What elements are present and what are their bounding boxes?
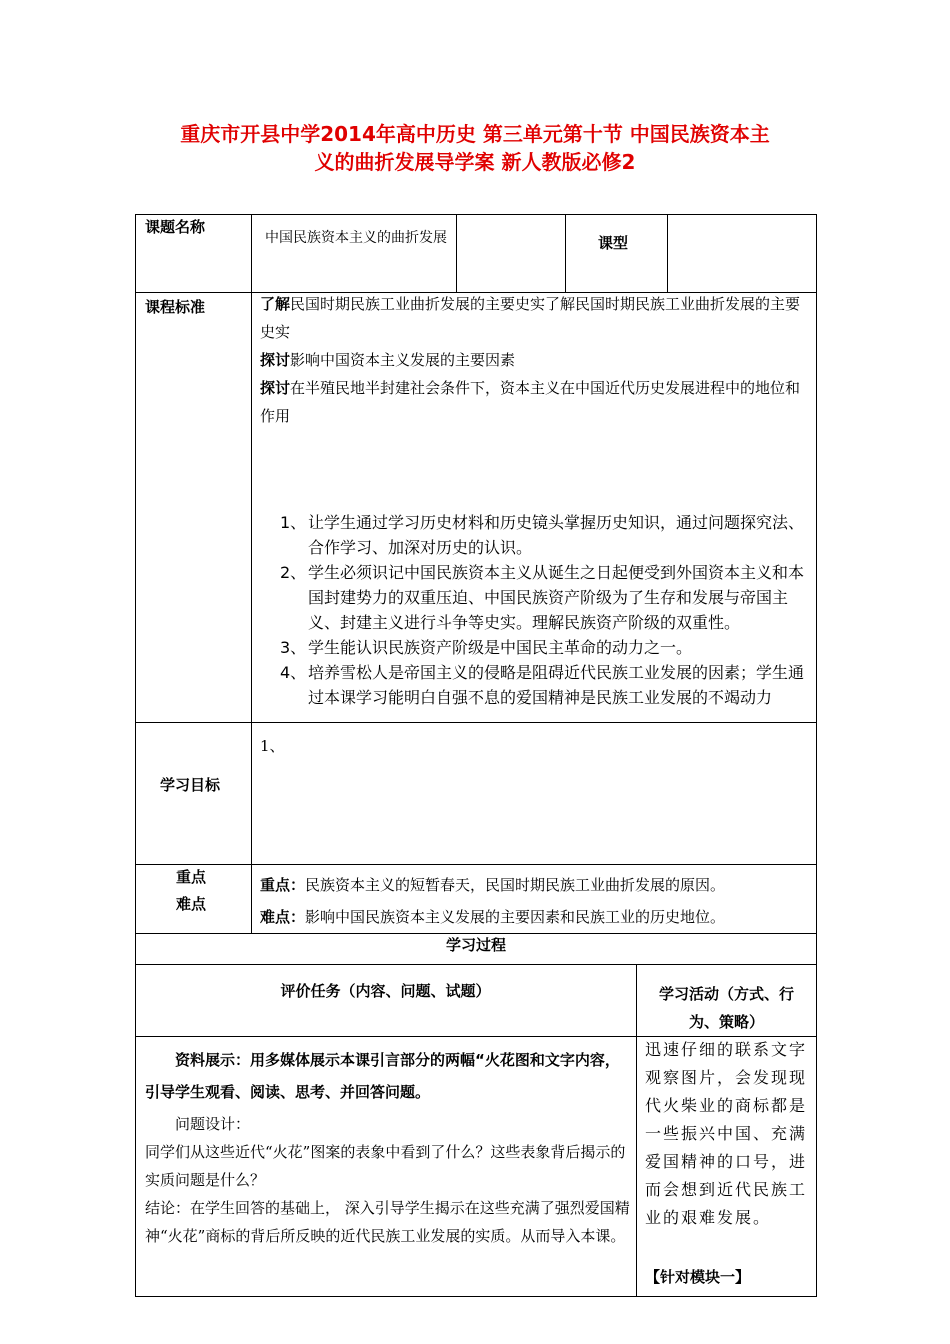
activity-text: 迅速仔细的联系文字观察图片，会发现现代火柴业的商标都是一些振兴中国、充满爱国精神的口号，进而会想到近代民族工业的艰难发展。 xyxy=(645,1040,808,1227)
objective-item: 3、 学生能认识民族资产阶级是中国民主革命的动力之一。 xyxy=(280,638,693,657)
standard-item: 了解民国时期民族工业曲折发展的主要史实了解民国时期民族工业曲折发展的主要史实 xyxy=(260,295,801,341)
eval-header: 评价任务（内容、问题、试题） xyxy=(280,982,491,1000)
question-text: 同学们从这些近代“火花”图案的表象中看到了什么？这些表象背后揭示的实质问题是什么？ xyxy=(145,1143,626,1189)
topic-label: 课题名称 xyxy=(145,218,206,236)
module-label: 【针对模块一】 xyxy=(645,1268,751,1286)
goal-text: 1、 xyxy=(260,737,285,755)
standard-content xyxy=(260,290,805,430)
evaluation-content xyxy=(145,1044,633,1250)
standard-label: 课程标准 xyxy=(145,298,206,316)
objective-item: 4、 培养雪松人是帝国主义的侵略是阻碍近代民族工业发展的因素；学生通过本课学习能明白自强不息的爱国精神是民族工业发展的不竭动力 xyxy=(280,663,805,707)
conclusion-text: 结论：在学生回答的基础上， 深入引导学生揭示在这些充满了强烈爱国精神“火花”商标的背后所反映的近代民族工业发展的实质。从而导入本课。 xyxy=(145,1199,630,1245)
activity-header: 学习活动（方式、行 为、策略） xyxy=(658,985,794,1031)
difficult-point: 难点：影响中国民族资本主义发展的主要因素和民族工业的历史地位。 xyxy=(260,908,726,926)
goal-label: 学习目标 xyxy=(160,776,221,794)
objective-item: 1、 让学生通过学习历史材料和历史镜头掌握历史知识，通过问题探究法、合作学习、加深对历史的认识。 xyxy=(280,513,805,557)
question-label: 问题设计： xyxy=(175,1115,251,1133)
document-title xyxy=(60,120,890,176)
standard-item: 探讨在半殖民地半封建社会条件下，资本主义在中国近代历史发展进程中的地位和作用 xyxy=(260,379,801,425)
topic-value: 中国民族资本主义的曲折发展 xyxy=(265,230,447,246)
objective-item: 2、 学生必须识记中国民族资本主义从诞生之日起便受到外国资本主义和本国封建势力的双重压迫、中国民族资产阶级为了生存和发展与帝国主义、封建主义进行斗争等史实。理解民族资产阶级的双重性。 xyxy=(280,563,805,632)
material-text: 资料展示：用多媒体展示本课引言部分的两幅“火花图和文字内容，引导学生观看、阅读、思考、并回答问题。 xyxy=(145,1051,620,1101)
difficulty-label: 难点 xyxy=(176,895,207,913)
objectives-list xyxy=(280,510,815,722)
type-label: 课型 xyxy=(598,234,629,252)
standard-item: 探讨影响中国资本主义发展的主要因素 xyxy=(260,351,516,369)
process-label: 学习过程 xyxy=(445,936,506,954)
key-point: 重点：民族资本主义的短暂春天，民国时期民族工业曲折发展的原因。 xyxy=(260,876,726,894)
title-line-2: 义的曲折发展导学案 新人教版必修2 xyxy=(314,150,636,174)
key-label: 重点 xyxy=(176,868,207,886)
title-line-1: 重庆市开县中学2014年高中历史 第三单元第十节 中国民族资本主 xyxy=(180,122,770,146)
